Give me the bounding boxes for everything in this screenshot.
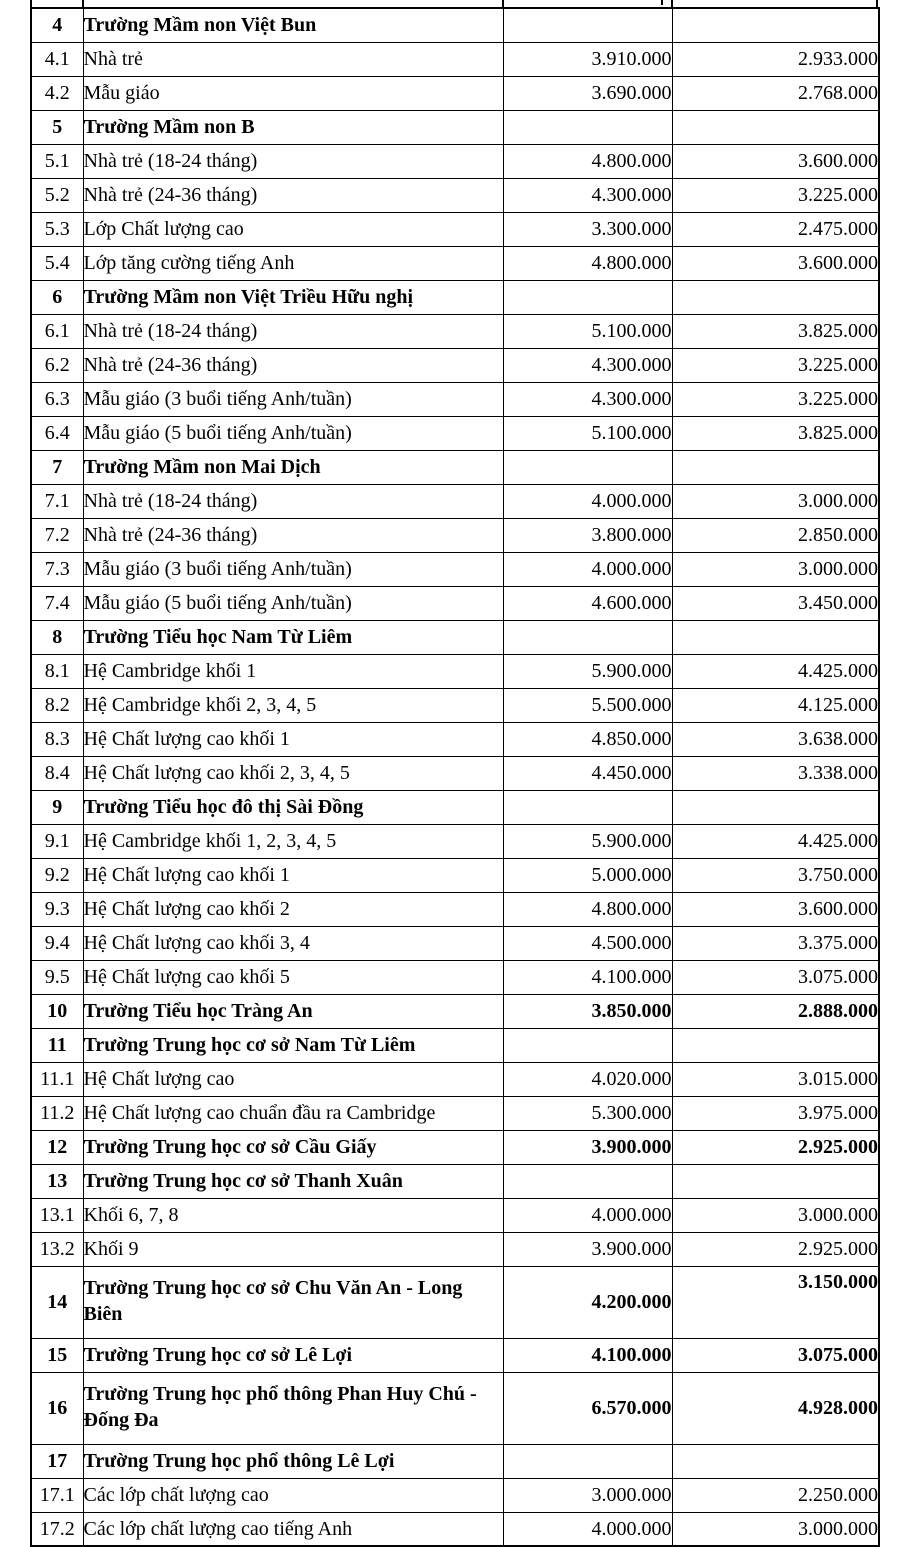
row-name-cell: Hệ Chất lượng cao khối 2, 3, 4, 5 [83,756,503,790]
table-row [31,1232,879,1266]
table-row [31,586,879,620]
row-name-cell: Hệ Chất lượng cao khối 1 [83,722,503,756]
row-value-1-cell: 4.000.000 [503,552,672,586]
row-name-cell: Trường Trung học cơ sở Thanh Xuân [83,1164,503,1198]
row-value-2-cell: 3.015.000 [672,1062,879,1096]
row-name-cell: Khối 6, 7, 8 [83,1198,503,1232]
row-value-1-cell: 4.300.000 [503,178,672,212]
row-value-1-cell: 4.200.000 [503,1266,672,1338]
row-value-2-cell: 3.225.000 [672,348,879,382]
table-row [31,1512,879,1546]
row-value-1-cell [503,280,672,314]
row-name-cell: Nhà trẻ [83,42,503,76]
column-divider [502,0,504,7]
table-row [31,144,879,178]
row-value-1-cell: 5.900.000 [503,824,672,858]
table-row [31,8,879,42]
row-value-2-cell [672,790,879,824]
table-row [31,1130,879,1164]
row-name-cell: Nhà trẻ (24-36 tháng) [83,348,503,382]
row-name-cell: Mẫu giáo (3 buổi tiếng Anh/tuần) [83,552,503,586]
row-value-1-cell: 4.000.000 [503,484,672,518]
table-body [31,8,879,1546]
row-value-2-cell: 3.600.000 [672,144,879,178]
row-number-cell: 11 [31,1028,83,1062]
row-value-2-cell: 3.000.000 [672,1512,879,1546]
row-value-2-cell: 3.375.000 [672,926,879,960]
row-number-cell: 5.4 [31,246,83,280]
row-number-cell: 9.4 [31,926,83,960]
row-value-2-cell: 3.750.000 [672,858,879,892]
row-number-cell: 11.1 [31,1062,83,1096]
row-number-cell: 7.3 [31,552,83,586]
row-value-2-cell [672,450,879,484]
column-divider [671,0,673,7]
row-value-2-cell [672,280,879,314]
row-name-cell: Nhà trẻ (18-24 tháng) [83,484,503,518]
row-value-2-cell: 2.888.000 [672,994,879,1028]
row-value-1-cell: 4.600.000 [503,586,672,620]
row-value-1-cell: 3.850.000 [503,994,672,1028]
row-value-2-cell [672,1164,879,1198]
row-value-2-cell [672,1444,879,1478]
row-value-1-cell: 4.800.000 [503,892,672,926]
row-name-cell: Trường Mầm non B [83,110,503,144]
row-value-1-cell: 3.300.000 [503,212,672,246]
row-name-cell: Mẫu giáo (5 buổi tiếng Anh/tuần) [83,586,503,620]
row-value-1-cell: 4.300.000 [503,382,672,416]
row-name-cell: Lớp Chất lượng cao [83,212,503,246]
row-name-cell: Nhà trẻ (18-24 tháng) [83,314,503,348]
row-name-cell: Trường Tiểu học đô thị Sài Đồng [83,790,503,824]
row-number-cell: 9.2 [31,858,83,892]
row-value-2-cell: 3.600.000 [672,246,879,280]
row-number-cell: 15 [31,1338,83,1372]
row-name-cell: Khối 9 [83,1232,503,1266]
row-value-1-cell: 5.300.000 [503,1096,672,1130]
row-value-1-cell: 4.000.000 [503,1198,672,1232]
clipped-previous-row [30,0,878,7]
row-value-1-cell: 6.570.000 [503,1372,672,1444]
row-name-cell: Mẫu giáo (5 buổi tiếng Anh/tuần) [83,416,503,450]
row-value-2-cell: 2.850.000 [672,518,879,552]
row-value-1-cell: 3.900.000 [503,1130,672,1164]
row-value-1-cell [503,620,672,654]
row-value-1-cell: 5.100.000 [503,416,672,450]
row-number-cell: 13.1 [31,1198,83,1232]
row-value-1-cell: 5.000.000 [503,858,672,892]
table-row [31,212,879,246]
row-name-cell: Hệ Chất lượng cao khối 2 [83,892,503,926]
table-row [31,756,879,790]
row-value-1-cell [503,790,672,824]
row-value-1-cell: 4.850.000 [503,722,672,756]
fee-schedule-table [30,7,880,1547]
table-row [31,960,879,994]
table-row [31,722,879,756]
row-number-cell: 17.2 [31,1512,83,1546]
row-name-cell: Hệ Chất lượng cao khối 3, 4 [83,926,503,960]
row-value-2-cell: 3.150.000 [672,1266,879,1338]
table-row [31,314,879,348]
table-row [31,246,879,280]
table-row [31,348,879,382]
table-row [31,620,879,654]
row-number-cell: 11.2 [31,1096,83,1130]
row-name-cell: Trường Trung học cơ sở Nam Từ Liêm [83,1028,503,1062]
table-row [31,1028,879,1062]
row-name-cell: Trường Trung học cơ sở Cầu Giấy [83,1130,503,1164]
table-row [31,1338,879,1372]
table-row [31,382,879,416]
table-row [31,858,879,892]
row-value-2-cell: 2.475.000 [672,212,879,246]
row-number-cell: 5.2 [31,178,83,212]
table-row [31,1062,879,1096]
row-value-2-cell: 3.225.000 [672,178,879,212]
row-number-cell: 5.1 [31,144,83,178]
row-number-cell: 13 [31,1164,83,1198]
table-row [31,552,879,586]
row-name-cell: Mẫu giáo [83,76,503,110]
row-number-cell: 9 [31,790,83,824]
row-number-cell: 7 [31,450,83,484]
row-name-cell: Trường Trung học cơ sở Lê Lợi [83,1338,503,1372]
table-row [31,450,879,484]
row-number-cell: 8.3 [31,722,83,756]
row-number-cell: 17 [31,1444,83,1478]
table-row [31,790,879,824]
table-row [31,994,879,1028]
row-value-2-cell: 4.425.000 [672,824,879,858]
table-row [31,1372,879,1444]
table-row [31,1164,879,1198]
row-value-1-cell [503,1444,672,1478]
table-row [31,484,879,518]
row-number-cell: 9.3 [31,892,83,926]
row-value-2-cell: 2.250.000 [672,1478,879,1512]
row-value-2-cell: 3.000.000 [672,1198,879,1232]
row-value-1-cell: 4.000.000 [503,1512,672,1546]
row-number-cell: 17.1 [31,1478,83,1512]
row-value-2-cell: 4.425.000 [672,654,879,688]
row-value-1-cell: 5.100.000 [503,314,672,348]
row-value-2-cell [672,1028,879,1062]
row-number-cell: 4 [31,8,83,42]
row-value-1-cell: 4.500.000 [503,926,672,960]
row-value-2-cell: 2.768.000 [672,76,879,110]
row-value-2-cell: 3.000.000 [672,552,879,586]
row-name-cell: Nhà trẻ (18-24 tháng) [83,144,503,178]
row-value-1-cell: 5.900.000 [503,654,672,688]
row-value-1-cell: 4.450.000 [503,756,672,790]
table-row [31,1444,879,1478]
row-name-cell: Hệ Chất lượng cao khối 1 [83,858,503,892]
row-value-1-cell [503,450,672,484]
row-number-cell: 7.2 [31,518,83,552]
row-name-cell: Hệ Cambridge khối 1, 2, 3, 4, 5 [83,824,503,858]
row-value-2-cell: 3.825.000 [672,416,879,450]
row-name-cell: Các lớp chất lượng cao [83,1478,503,1512]
row-number-cell: 8.2 [31,688,83,722]
table-row [31,280,879,314]
row-value-1-cell: 3.690.000 [503,76,672,110]
row-number-cell: 8.1 [31,654,83,688]
table-row [31,926,879,960]
row-number-cell: 9.5 [31,960,83,994]
row-value-2-cell: 2.925.000 [672,1232,879,1266]
row-value-1-cell: 3.900.000 [503,1232,672,1266]
row-name-cell: Nhà trẻ (24-36 tháng) [83,518,503,552]
row-value-1-cell [503,1164,672,1198]
row-name-cell: Nhà trẻ (24-36 tháng) [83,178,503,212]
row-value-2-cell: 3.338.000 [672,756,879,790]
row-name-cell: Lớp tăng cường tiếng Anh [83,246,503,280]
row-value-2-cell [672,110,879,144]
row-value-1-cell [503,1028,672,1062]
row-value-2-cell: 3.000.000 [672,484,879,518]
table-row [31,1478,879,1512]
table-row [31,110,879,144]
table-row [31,178,879,212]
row-value-1-cell: 4.020.000 [503,1062,672,1096]
table-row [31,416,879,450]
row-value-1-cell: 4.100.000 [503,960,672,994]
row-number-cell: 6.4 [31,416,83,450]
table-row [31,654,879,688]
row-name-cell: Trường Mầm non Mai Dịch [83,450,503,484]
row-number-cell: 14 [31,1266,83,1338]
row-value-1-cell: 4.300.000 [503,348,672,382]
table-row [31,824,879,858]
column-divider [82,0,84,7]
row-number-cell: 6.1 [31,314,83,348]
row-number-cell: 9.1 [31,824,83,858]
row-number-cell: 16 [31,1372,83,1444]
row-number-cell: 6 [31,280,83,314]
row-value-1-cell [503,110,672,144]
row-value-1-cell [503,8,672,42]
table-row [31,518,879,552]
table-row [31,76,879,110]
row-number-cell: 8 [31,620,83,654]
row-value-2-cell: 4.928.000 [672,1372,879,1444]
row-number-cell: 5 [31,110,83,144]
row-value-2-cell: 3.638.000 [672,722,879,756]
row-value-2-cell: 3.225.000 [672,382,879,416]
row-number-cell: 7.4 [31,586,83,620]
row-name-cell: Hệ Chất lượng cao chuẩn đầu ra Cambridge [83,1096,503,1130]
row-name-cell: Trường Mầm non Việt Triều Hữu nghị [83,280,503,314]
row-name-cell: Hệ Chất lượng cao khối 5 [83,960,503,994]
row-name-cell: Trường Mầm non Việt Bun [83,8,503,42]
row-value-2-cell: 3.825.000 [672,314,879,348]
row-value-2-cell: 4.125.000 [672,688,879,722]
row-value-2-cell [672,8,879,42]
row-value-2-cell: 3.450.000 [672,586,879,620]
row-value-1-cell: 4.800.000 [503,246,672,280]
row-name-cell: Trường Trung học phổ thông Lê Lợi [83,1444,503,1478]
table-row [31,688,879,722]
row-value-1-cell: 5.500.000 [503,688,672,722]
row-value-2-cell: 3.075.000 [672,1338,879,1372]
table-row [31,42,879,76]
row-value-2-cell: 3.075.000 [672,960,879,994]
row-value-1-cell: 4.100.000 [503,1338,672,1372]
row-value-2-cell: 2.925.000 [672,1130,879,1164]
row-value-2-cell [672,620,879,654]
row-value-1-cell: 4.800.000 [503,144,672,178]
row-number-cell: 5.3 [31,212,83,246]
row-name-cell: Hệ Chất lượng cao [83,1062,503,1096]
row-name-cell: Trường Trung học phổ thông Phan Huy Chú - Đống Đa [83,1372,503,1444]
table-row [31,1198,879,1232]
row-number-cell: 6.3 [31,382,83,416]
row-value-2-cell: 3.600.000 [672,892,879,926]
row-value-1-cell: 3.910.000 [503,42,672,76]
row-number-cell: 12 [31,1130,83,1164]
row-name-cell: Mẫu giáo (3 buổi tiếng Anh/tuần) [83,382,503,416]
row-name-cell: Hệ Cambridge khối 1 [83,654,503,688]
row-value-1-cell: 3.000.000 [503,1478,672,1512]
row-name-cell: Trường Trung học cơ sở Chu Văn An - Long Biên [83,1266,503,1338]
row-name-cell: Hệ Cambridge khối 2, 3, 4, 5 [83,688,503,722]
row-number-cell: 7.1 [31,484,83,518]
row-name-cell: Trường Tiểu học Tràng An [83,994,503,1028]
row-number-cell: 8.4 [31,756,83,790]
row-value-2-cell: 2.933.000 [672,42,879,76]
table-row [31,892,879,926]
row-name-cell: Các lớp chất lượng cao tiếng Anh [83,1512,503,1546]
row-number-cell: 13.2 [31,1232,83,1266]
row-value-1-cell: 3.800.000 [503,518,672,552]
row-number-cell: 4.1 [31,42,83,76]
row-name-cell: Trường Tiểu học Nam Từ Liêm [83,620,503,654]
table-row [31,1266,879,1338]
row-number-cell: 10 [31,994,83,1028]
text-descender-fragment [661,0,663,5]
row-number-cell: 6.2 [31,348,83,382]
row-number-cell: 4.2 [31,76,83,110]
row-value-2-cell: 3.975.000 [672,1096,879,1130]
table-row [31,1096,879,1130]
